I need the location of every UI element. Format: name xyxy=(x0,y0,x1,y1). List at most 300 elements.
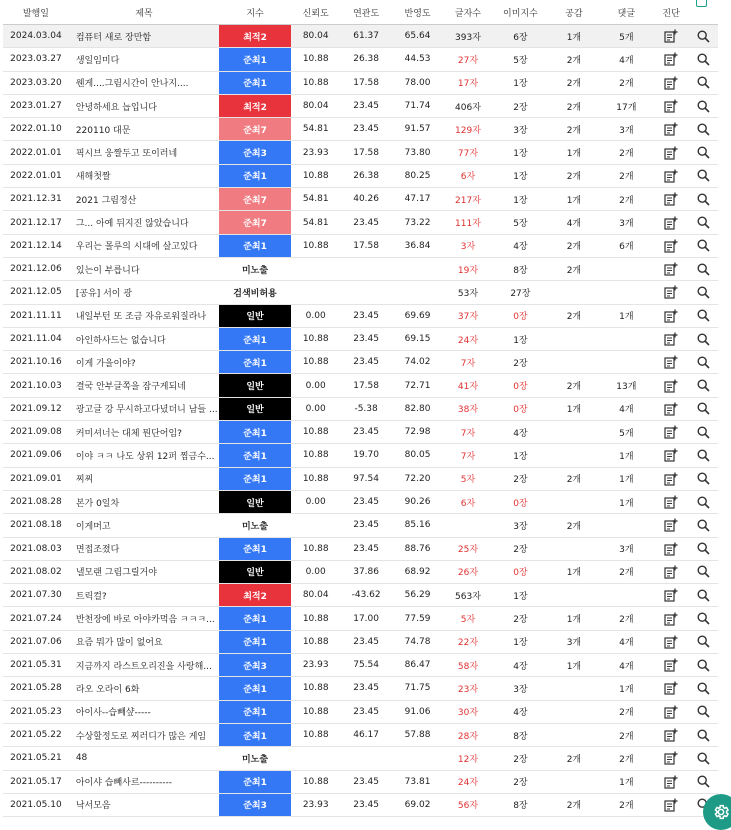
row-relevance: -43.62 xyxy=(340,584,391,607)
search-cell xyxy=(689,281,718,304)
settings-fab[interactable] xyxy=(703,794,731,830)
row-images: 3장 xyxy=(493,677,549,700)
row-chars: 111자 xyxy=(443,211,492,234)
diagnosis-icon[interactable] xyxy=(664,542,678,556)
row-date: 2021.07.24 xyxy=(3,607,69,630)
row-comments: 5개 xyxy=(600,25,653,48)
diagnosis-icon[interactable] xyxy=(664,565,678,579)
row-title[interactable]: 낼모랜 그림그릴거야 xyxy=(69,560,219,583)
row-title[interactable]: 이게머고 xyxy=(69,514,219,537)
row-index: 준최1 xyxy=(219,71,291,94)
row-trust xyxy=(291,257,340,280)
table-row xyxy=(3,304,718,327)
row-title[interactable]: 내일부턴 또 조금 자유로워질라나 xyxy=(69,304,219,327)
diagnosis-icon[interactable] xyxy=(664,472,678,486)
row-comments: 1개 xyxy=(600,770,653,793)
row-relevance: 23.45 xyxy=(340,537,391,560)
diagnosis-icon[interactable] xyxy=(664,728,678,742)
row-relevance: 26.38 xyxy=(340,48,391,71)
diagnosis-icon[interactable] xyxy=(664,169,678,183)
row-title[interactable]: 지금까지 라스트오리진을 사랑해... xyxy=(69,654,219,677)
row-comments: 2개 xyxy=(600,560,653,583)
table-row xyxy=(3,374,718,397)
search-cell xyxy=(689,374,718,397)
row-trust: 10.88 xyxy=(291,327,340,350)
search-icon[interactable] xyxy=(697,729,710,742)
search-icon[interactable] xyxy=(697,333,710,346)
row-trust: 10.88 xyxy=(291,537,340,560)
row-comments: 6개 xyxy=(600,234,653,257)
row-date: 2021.11.11 xyxy=(3,304,69,327)
diagnosis-icon[interactable] xyxy=(664,588,678,602)
diagnosis-icon[interactable] xyxy=(664,681,678,695)
header-index[interactable]: 지수 xyxy=(219,0,291,25)
header-title[interactable]: 제목 xyxy=(69,0,219,25)
row-comments: 2개 xyxy=(600,188,653,211)
row-likes xyxy=(548,723,599,746)
table-row xyxy=(3,723,718,746)
row-comments: 2개 xyxy=(600,793,653,816)
diagnosis-icon[interactable] xyxy=(664,29,678,43)
table-row xyxy=(3,630,718,653)
row-title[interactable]: 웬게....그림시간이 안나지.... xyxy=(69,71,219,94)
row-trust: 54.81 xyxy=(291,211,340,234)
row-images: 2장 xyxy=(493,351,549,374)
row-relevance: -5.38 xyxy=(340,397,391,420)
row-reflect: 68.92 xyxy=(392,560,443,583)
search-icon[interactable] xyxy=(697,705,710,718)
diagnosis-icon[interactable] xyxy=(664,262,678,276)
search-icon[interactable] xyxy=(697,193,710,206)
row-date: 2021.05.10 xyxy=(3,793,69,816)
row-title[interactable]: 찌찌 xyxy=(69,467,219,490)
diagnosis-icon[interactable] xyxy=(664,751,678,765)
row-index: 미노출 xyxy=(219,747,291,770)
row-chars: 53자 xyxy=(443,281,492,304)
search-cell xyxy=(689,164,718,187)
table-row xyxy=(3,141,718,164)
diagnosis-icon[interactable] xyxy=(664,379,678,393)
row-chars: 77자 xyxy=(443,141,492,164)
table-row xyxy=(3,211,718,234)
diagnosis-icon[interactable] xyxy=(664,612,678,626)
row-title[interactable]: 생일임미다 xyxy=(69,48,219,71)
diagnosis-cell xyxy=(653,677,689,700)
search-cell xyxy=(689,25,718,48)
table-row xyxy=(3,607,718,630)
row-reflect: 85.16 xyxy=(392,514,443,537)
row-date: 2021.12.06 xyxy=(3,257,69,280)
row-images: 1장 xyxy=(493,444,549,467)
row-comments xyxy=(600,584,653,607)
header-images[interactable]: 이미지수 xyxy=(493,0,549,25)
diagnosis-cell xyxy=(653,444,689,467)
row-comments: 4개 xyxy=(600,630,653,653)
table-row xyxy=(3,188,718,211)
row-index: 최적2 xyxy=(219,584,291,607)
table-row xyxy=(3,118,718,141)
row-title[interactable]: 낙서모음 xyxy=(69,793,219,816)
row-chars: 56자 xyxy=(443,793,492,816)
diagnosis-icon[interactable] xyxy=(664,658,678,672)
row-reflect: 74.78 xyxy=(392,630,443,653)
search-cell xyxy=(689,723,718,746)
row-reflect: 56.29 xyxy=(392,584,443,607)
diagnosis-icon[interactable] xyxy=(664,355,678,369)
diagnosis-icon[interactable] xyxy=(664,122,678,136)
search-icon[interactable] xyxy=(697,472,710,485)
search-cell xyxy=(689,421,718,444)
search-icon[interactable] xyxy=(697,146,710,159)
row-relevance: 23.45 xyxy=(340,118,391,141)
row-title[interactable]: 반천장에 바로 아야카먹음 ㅋㅋㅋ... xyxy=(69,607,219,630)
row-title[interactable]: 라오 오라이 6화 xyxy=(69,677,219,700)
header-date[interactable]: 발행일 xyxy=(3,0,69,25)
row-index: 준최1 xyxy=(219,444,291,467)
row-images: 2장 xyxy=(493,94,549,117)
row-title[interactable]: 아이샤 습빼사르---------- xyxy=(69,770,219,793)
row-reflect: 77.59 xyxy=(392,607,443,630)
search-icon[interactable] xyxy=(697,402,710,415)
row-chars: 5자 xyxy=(443,607,492,630)
row-title[interactable]: 광고글 강 무시하고다녔더니 남들 ... xyxy=(69,397,219,420)
search-icon[interactable] xyxy=(697,216,710,229)
diagnosis-cell xyxy=(653,327,689,350)
diagnosis-icon[interactable] xyxy=(664,705,678,719)
diagnosis-icon[interactable] xyxy=(664,52,678,66)
row-chars: 22자 xyxy=(443,630,492,653)
diagnosis-icon[interactable] xyxy=(664,448,678,462)
table-row xyxy=(3,234,718,257)
row-images: 1장 xyxy=(493,71,549,94)
row-date: 2021.08.02 xyxy=(3,560,69,583)
row-trust: 80.04 xyxy=(291,25,340,48)
search-cell xyxy=(689,351,718,374)
diagnosis-icon[interactable] xyxy=(664,798,678,812)
search-icon[interactable] xyxy=(697,612,710,625)
row-reflect: 72.20 xyxy=(392,467,443,490)
row-likes xyxy=(548,327,599,350)
row-title[interactable]: 커미셔너는 대체 뭔단어임? xyxy=(69,421,219,444)
row-images: 8장 xyxy=(493,793,549,816)
row-likes xyxy=(548,281,599,304)
search-icon[interactable] xyxy=(697,775,710,788)
diagnosis-icon[interactable] xyxy=(664,99,678,113)
search-icon[interactable] xyxy=(697,100,710,113)
search-icon[interactable] xyxy=(697,682,710,695)
search-cell xyxy=(689,94,718,117)
row-relevance: 17.58 xyxy=(340,234,391,257)
row-index: 준최3 xyxy=(219,793,291,816)
header-chars[interactable]: 글자수 xyxy=(443,0,492,25)
search-icon[interactable] xyxy=(697,286,710,299)
row-title[interactable]: 트릭컬? xyxy=(69,584,219,607)
search-icon[interactable] xyxy=(697,519,710,532)
row-index: 최적2 xyxy=(219,94,291,117)
search-icon[interactable] xyxy=(697,356,710,369)
row-title[interactable]: 이야 ㅋㅋ 나도 상위 12퍼 찜금수... xyxy=(69,444,219,467)
row-title[interactable]: 면접조졌다 xyxy=(69,537,219,560)
row-reflect: 73.22 xyxy=(392,211,443,234)
header-trust[interactable]: 신뢰도 xyxy=(291,0,340,25)
search-icon[interactable] xyxy=(697,426,710,439)
row-images: 5장 xyxy=(493,48,549,71)
row-chars: 24자 xyxy=(443,770,492,793)
row-index: 준최3 xyxy=(219,654,291,677)
diagnosis-icon[interactable] xyxy=(664,285,678,299)
row-images: 4장 xyxy=(493,700,549,723)
row-date: 2021.05.31 xyxy=(3,654,69,677)
diagnosis-icon[interactable] xyxy=(664,402,678,416)
search-icon[interactable] xyxy=(697,309,710,322)
diagnosis-icon[interactable] xyxy=(664,775,678,789)
table-row xyxy=(3,770,718,793)
row-chars: 393자 xyxy=(443,25,492,48)
search-cell xyxy=(689,677,718,700)
row-images: 2장 xyxy=(493,467,549,490)
row-relevance: 23.45 xyxy=(340,630,391,653)
search-icon[interactable] xyxy=(697,565,710,578)
row-title[interactable]: 있는이 부릅니다 xyxy=(69,257,219,280)
row-chars: 28자 xyxy=(443,723,492,746)
diagnosis-cell xyxy=(653,118,689,141)
row-chars xyxy=(443,514,492,537)
diagnosis-cell xyxy=(653,747,689,770)
search-cell xyxy=(689,304,718,327)
table-row xyxy=(3,537,718,560)
diagnosis-cell xyxy=(653,141,689,164)
table-row xyxy=(3,257,718,280)
row-date: 2021.05.21 xyxy=(3,747,69,770)
row-trust: 23.93 xyxy=(291,654,340,677)
row-index: 일반 xyxy=(219,304,291,327)
row-reflect xyxy=(392,257,443,280)
row-date: 2021.12.31 xyxy=(3,188,69,211)
row-reflect: 36.84 xyxy=(392,234,443,257)
search-icon[interactable] xyxy=(697,449,710,462)
diagnosis-cell xyxy=(653,700,689,723)
row-likes: 1개 xyxy=(548,25,599,48)
row-relevance: 17.58 xyxy=(340,71,391,94)
row-index: 미노출 xyxy=(219,257,291,280)
row-likes xyxy=(548,700,599,723)
search-icon[interactable] xyxy=(697,379,710,392)
search-icon[interactable] xyxy=(697,169,710,182)
diagnosis-icon[interactable] xyxy=(664,425,678,439)
diagnosis-icon[interactable] xyxy=(664,518,678,532)
row-title[interactable]: 2021 그림정산 xyxy=(69,188,219,211)
row-trust: 10.88 xyxy=(291,351,340,374)
search-icon[interactable] xyxy=(697,239,710,252)
row-images: 8장 xyxy=(493,257,549,280)
row-title[interactable]: 본가 0일차 xyxy=(69,490,219,513)
row-index: 준최1 xyxy=(219,770,291,793)
table-row xyxy=(3,48,718,71)
diagnosis-icon[interactable] xyxy=(664,635,678,649)
diagnosis-icon[interactable] xyxy=(664,495,678,509)
search-icon[interactable] xyxy=(697,30,710,43)
row-reflect: 47.17 xyxy=(392,188,443,211)
top-edge-icon[interactable] xyxy=(696,0,707,7)
diagnosis-cell xyxy=(653,607,689,630)
row-trust: 0.00 xyxy=(291,374,340,397)
row-chars: 12자 xyxy=(443,747,492,770)
row-reflect: 91.57 xyxy=(392,118,443,141)
row-title[interactable]: 컴퓨터 새로 장만함 xyxy=(69,25,219,48)
diagnosis-icon[interactable] xyxy=(664,332,678,346)
diagnosis-cell xyxy=(653,234,689,257)
diagnosis-icon[interactable] xyxy=(664,239,678,253)
row-chars: 6자 xyxy=(443,490,492,513)
row-relevance: 23.45 xyxy=(340,327,391,350)
search-icon[interactable] xyxy=(697,263,710,276)
row-chars: 37자 xyxy=(443,304,492,327)
row-relevance: 23.45 xyxy=(340,421,391,444)
diagnosis-cell xyxy=(653,490,689,513)
search-icon[interactable] xyxy=(697,53,710,66)
row-trust xyxy=(291,281,340,304)
row-relevance: 23.45 xyxy=(340,351,391,374)
search-icon[interactable] xyxy=(697,752,710,765)
row-title[interactable]: 새해첫짤 xyxy=(69,164,219,187)
row-title[interactable]: 48 xyxy=(69,747,219,770)
row-title[interactable]: 220110 대문 xyxy=(69,118,219,141)
row-title[interactable]: 요즘 뭐가 많이 없어요 xyxy=(69,630,219,653)
row-title[interactable]: [공유] 서이 광 xyxy=(69,281,219,304)
row-images: 0장 xyxy=(493,490,549,513)
row-date: 2021.12.05 xyxy=(3,281,69,304)
row-title[interactable]: 그... 아예 뒤지진 않았습니다 xyxy=(69,211,219,234)
row-comments: 1개 xyxy=(600,304,653,327)
search-cell xyxy=(689,48,718,71)
header-relevance[interactable]: 연관도 xyxy=(340,0,391,25)
row-index: 준최1 xyxy=(219,421,291,444)
row-chars: 17자 xyxy=(443,71,492,94)
row-trust: 10.88 xyxy=(291,234,340,257)
row-title[interactable]: 이게 가을이야? xyxy=(69,351,219,374)
diagnosis-icon[interactable] xyxy=(664,192,678,206)
row-chars: 38자 xyxy=(443,397,492,420)
row-date: 2021.09.01 xyxy=(3,467,69,490)
row-title[interactable]: 우리는 몰루의 시대에 살고있다 xyxy=(69,234,219,257)
search-cell xyxy=(689,514,718,537)
row-date: 2024.03.04 xyxy=(3,25,69,48)
row-date: 2021.08.28 xyxy=(3,490,69,513)
search-icon[interactable] xyxy=(697,589,710,602)
row-trust: 10.88 xyxy=(291,48,340,71)
search-icon[interactable] xyxy=(697,659,710,672)
row-chars: 24자 xyxy=(443,327,492,350)
row-likes xyxy=(548,677,599,700)
search-cell xyxy=(689,630,718,653)
row-title[interactable]: 결국 안부글쪽을 잠구게되네 xyxy=(69,374,219,397)
search-cell xyxy=(689,397,718,420)
row-likes: 4개 xyxy=(548,211,599,234)
diagnosis-icon[interactable] xyxy=(664,146,678,160)
row-index: 준최1 xyxy=(219,677,291,700)
row-trust: 10.88 xyxy=(291,677,340,700)
search-icon[interactable] xyxy=(697,635,710,648)
row-relevance: 17.58 xyxy=(340,141,391,164)
row-images: 2장 xyxy=(493,747,549,770)
row-comments: 1개 xyxy=(600,444,653,467)
row-likes xyxy=(548,444,599,467)
row-index: 일반 xyxy=(219,560,291,583)
row-title[interactable]: 안녕하세요 늡입니다 xyxy=(69,94,219,117)
search-icon[interactable] xyxy=(697,123,710,136)
row-date: 2021.08.18 xyxy=(3,514,69,537)
diagnosis-icon[interactable] xyxy=(664,216,678,230)
header-comments[interactable]: 댓글 xyxy=(600,0,653,25)
row-relevance: 23.45 xyxy=(340,793,391,816)
header-likes[interactable]: 공감 xyxy=(548,0,599,25)
row-date: 2021.05.23 xyxy=(3,700,69,723)
diagnosis-cell xyxy=(653,793,689,816)
table-header-row xyxy=(3,0,718,25)
row-images: 8장 xyxy=(493,723,549,746)
header-reflect[interactable]: 반영도 xyxy=(392,0,443,25)
row-chars: 27자 xyxy=(443,48,492,71)
search-icon[interactable] xyxy=(697,542,710,555)
row-comments: 2개 xyxy=(600,607,653,630)
row-likes: 2개 xyxy=(548,257,599,280)
diagnosis-cell xyxy=(653,467,689,490)
row-index: 일반 xyxy=(219,397,291,420)
search-cell xyxy=(689,118,718,141)
diagnosis-icon[interactable] xyxy=(664,309,678,323)
search-icon[interactable] xyxy=(697,76,710,89)
posts-table xyxy=(3,0,718,817)
row-date: 2021.10.03 xyxy=(3,374,69,397)
table-row xyxy=(3,94,718,117)
search-cell xyxy=(689,654,718,677)
row-images: 1장 xyxy=(493,188,549,211)
row-relevance: 23.45 xyxy=(340,94,391,117)
row-title[interactable]: 아인하사드는 없습니다 xyxy=(69,327,219,350)
row-index: 최적2 xyxy=(219,25,291,48)
row-reflect: 74.02 xyxy=(392,351,443,374)
row-likes xyxy=(548,490,599,513)
row-relevance: 23.45 xyxy=(340,211,391,234)
row-comments: 3개 xyxy=(600,537,653,560)
row-likes: 2개 xyxy=(548,71,599,94)
row-likes: 2개 xyxy=(548,514,599,537)
row-likes xyxy=(548,584,599,607)
row-trust: 10.88 xyxy=(291,770,340,793)
table-row xyxy=(3,560,718,583)
diagnosis-cell xyxy=(653,560,689,583)
row-index: 준최1 xyxy=(219,48,291,71)
row-title[interactable]: 픽시브 웅짤두고 또이러네 xyxy=(69,141,219,164)
row-trust: 80.04 xyxy=(291,584,340,607)
search-icon[interactable] xyxy=(697,496,710,509)
diagnosis-cell xyxy=(653,374,689,397)
row-trust: 10.88 xyxy=(291,723,340,746)
row-images: 0장 xyxy=(493,397,549,420)
diagnosis-cell xyxy=(653,630,689,653)
search-cell xyxy=(689,537,718,560)
row-reflect: 82.80 xyxy=(392,397,443,420)
row-title[interactable]: 아이사--습빼샾----- xyxy=(69,700,219,723)
diagnosis-icon[interactable] xyxy=(664,76,678,90)
row-likes: 2개 xyxy=(548,793,599,816)
row-date: 2023.01.27 xyxy=(3,94,69,117)
table-row xyxy=(3,164,718,187)
row-date: 2021.05.22 xyxy=(3,723,69,746)
row-date: 2021.11.04 xyxy=(3,327,69,350)
row-title[interactable]: 수상할정도로 찌러디가 많은 게임 xyxy=(69,723,219,746)
row-reflect: 71.74 xyxy=(392,94,443,117)
